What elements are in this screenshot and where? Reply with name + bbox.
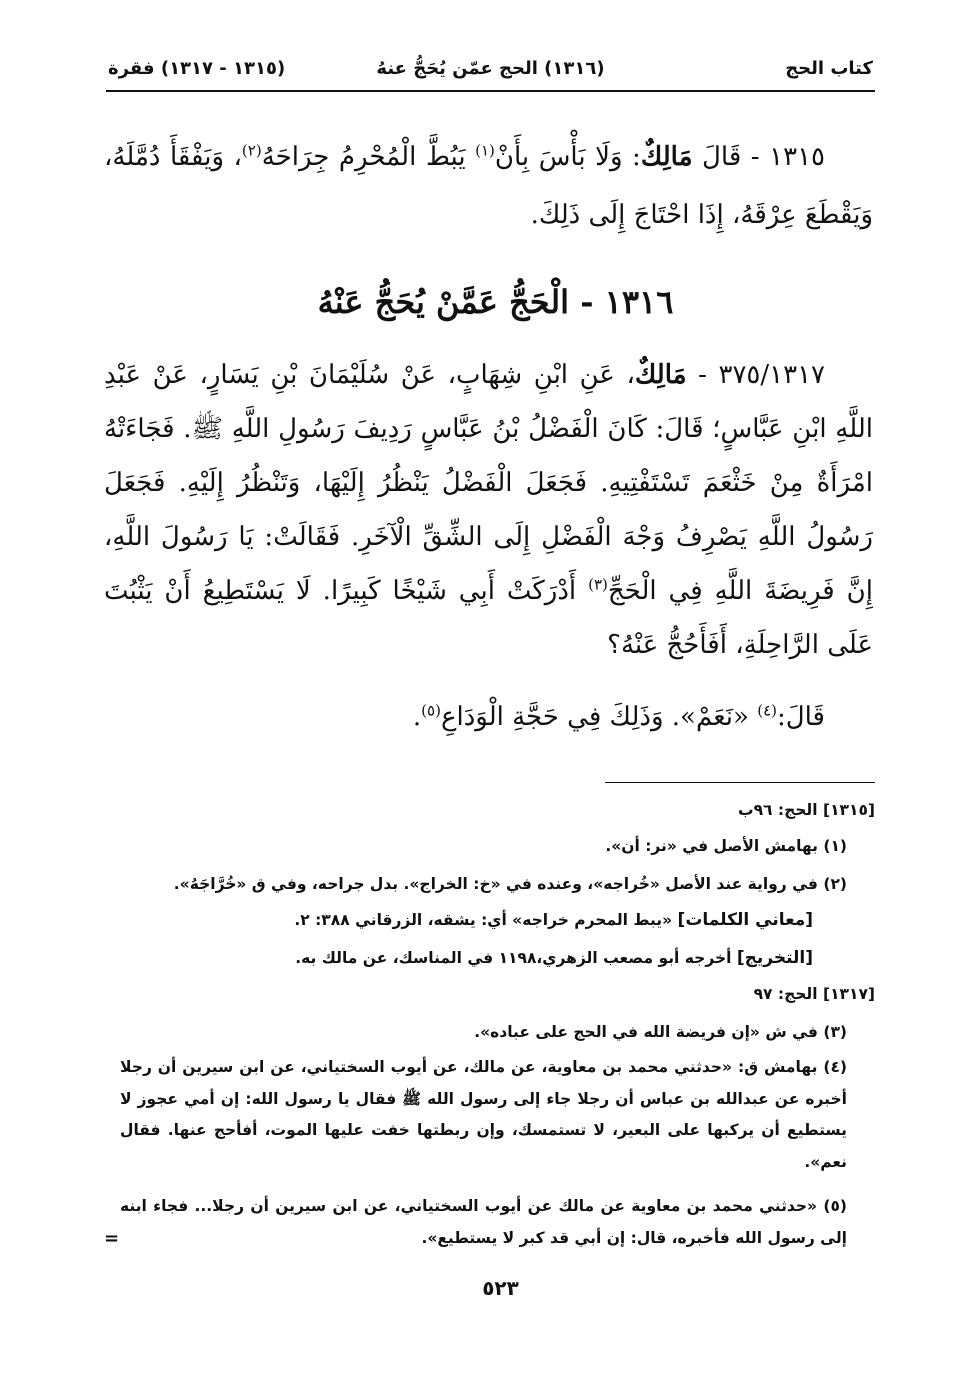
continuation-mark: = [104,1228,120,1249]
footnote-ref-1[interactable]: (١) [475,141,495,160]
speaker-malik: مَالِكٌ [634,360,687,390]
footnote-ref-3[interactable]: (٣) [588,575,608,594]
word-meanings-label: [معاني الكلمات] [677,910,813,930]
footnote-separator [605,782,875,783]
footnote-word-meanings: [معاني الكلمات] «يبط المحرم خراجه» أي: يشقه، الزرقاني ٣٨٨: ٢. [294,910,813,930]
chapter-heading-1316: ١٣١٦ - الْحَجُّ عَمَّنْ يُحَجُّ عَنْهُ [317,283,674,321]
footnote-ref-4[interactable]: (٤) [757,701,777,720]
footnote-3: (٣) في ش «إن فريضة الله في الحج على عباده». [474,1023,847,1041]
footnote-4: (٤) بهامش ق: «حدثني محمد بن معاوية، عن مالك، عن أيوب السختياني، عن ابن سيرين أن رجلا أخبره عن عبدالله بن عباس أن رجلا جاء إلى رسول الله ﷺ فقال يا رسول الله: إن أمي عجوز لا يستطيع أن يركبها على البعير، لا تستمسك، وإن ربطتها خفت عليها الموت، أفأحج عنها. فقال نعم». [120,1058,847,1171]
footnote-1: (١) بهامش الأصل في «نر: أن». [605,837,847,855]
footnote-2: (٢) في رواية عند الأصل «خُراجه»، وعنده في «خ: الخراج». بدل جراحه، وفي ق «خُرَّاجَهُ». [173,875,847,893]
footnote-ref-2[interactable]: (٢) [241,141,262,160]
footnote-5: (٥) «حدثني محمد بن معاوية عن مالك عن أيوب السختياني، عن ابن سيرين أن رجلا... فجاء ابنه إلى رسول الله فأخبره، قال: إن أبي قد كبر لا يستطيع». [120,1197,847,1247]
takhrij-label: [التخريج] [736,948,813,968]
paragraph-1317: ٣٧٥/١٣١٧ - مَالِكٌ، عَنِ ابْنِ شِهَابٍ، عَنْ سُلَيْمَانَ بْنِ يَسَارٍ، عَنْ عَبْدِ اللَّهِ ابْنِ عَبَّاسٍ؛ قَالَ: كَانَ الْفَضْلُ بْنُ عَبَّاسٍ رَدِيفَ رَسُولِ اللَّهِ ﷺ. فَجَاءَتْهُ امْرَأَةٌ مِنْ خَثْعَمَ تَسْتَفْتِيهِ. فَجَعَلَ الْفَضْلُ يَنْظُرُ إِلَيْهَا، وَتَنْظُرُ إِلَيْهِ. فَجَعَلَ رَسُولُ اللَّهِ يَصْرِفُ وَجْهَ الْفَضْلِ إِلَى الشِّقِّ الْآخَرِ. فَقَالَتْ: يَا رَسُولَ اللَّهِ، إِنَّ فَرِيضَةَ اللَّهِ فِي الْحَجِّ$^{(٣)}$ أَدْرَكَتْ أَبِي شَيْخًا كَبِيرًا. لَا يَسْتَطِيعُ أَنْ يَثْبُتَ عَلَى الرَّاحِلَةِ، أَفَأَحُجُّ عَنْهُ؟ [104,360,873,660]
footnote-source-ref-1317: [١٣١٧] الحج: ٩٧ [753,985,875,1003]
header-rule [106,90,875,92]
paragraph-qal: قَالَ:$^{(٤)}$ «نَعَمْ». وَذَلِكَ فِي حَجَّةِ الْوَدَاعِ$^{(٥)}$. [412,701,825,732]
footnote-ref-5[interactable]: (٥) [421,701,441,720]
footnote-source-ref-1315: [١٣١٥] الحج: ٩٦ب [738,801,875,819]
running-header-chapter-title: (١٣١٦) الحج عمّن يُحَجُّ عنهُ [376,58,605,79]
page-number: ٥٢٣ [482,1276,519,1300]
paragraph-1315: ١٣١٥ - قَالَ مَالِكٌ: وَلَا بَأْسَ بِأَنْ$^{(١)}$ يَبُطَّ الْمُحْرِمُ جِرَاحَهُ$^{(٢)}$، وَيَفْقَأَ دُمَّلَهُ، وَيَقْطَعَ عِرْقَهُ، إِذَا احْتَاجَ إِلَى ذَلِكَ. [104,141,873,230]
running-header-paragraph-range: (١٣١٥ - ١٣١٧) فقرة [108,58,286,79]
running-header-book-title: كتاب الحج [785,58,873,79]
speaker-malik: مَالِكٌ [640,142,693,172]
footnote-takhrij: [التخريج] أخرجه أبو مصعب الزهري،١١٩٨ في المناسك، عن مالك به. [295,948,813,968]
